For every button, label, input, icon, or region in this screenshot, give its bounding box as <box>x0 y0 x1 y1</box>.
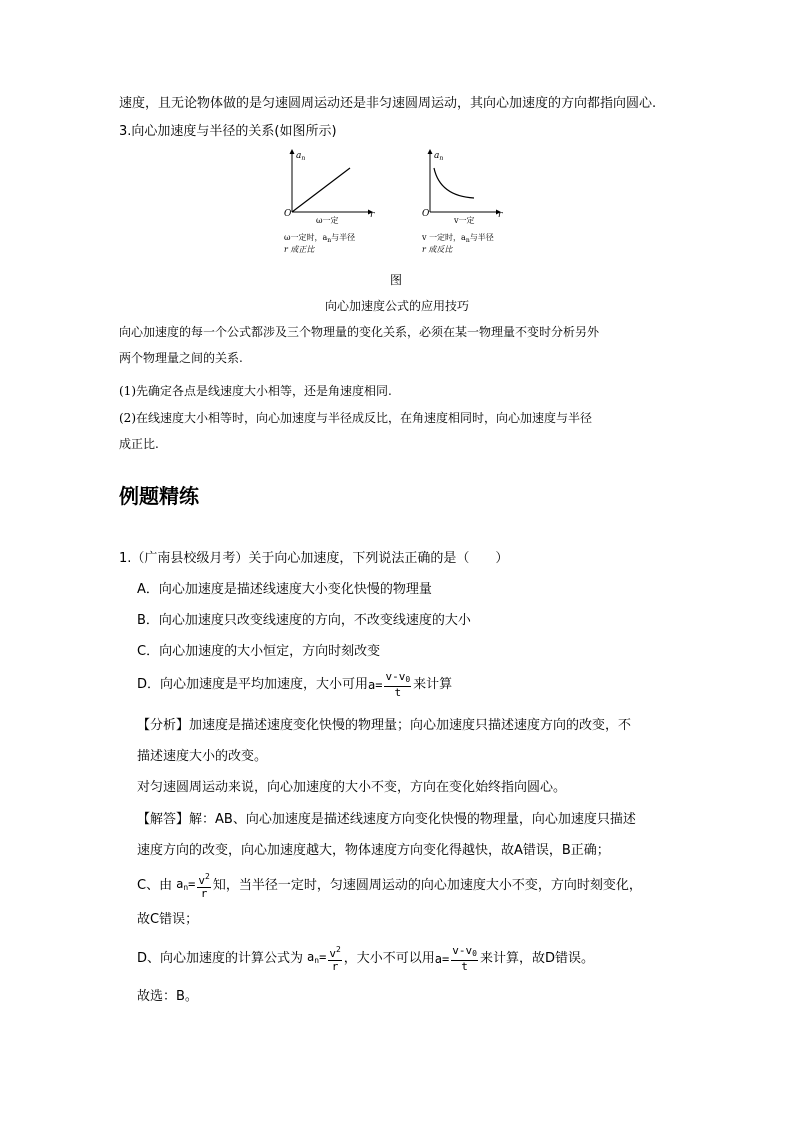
analysis-text-1: 加速度是描述速度变化快慢的物理量；向心加速度只描述速度方向的改变，不 <box>189 718 632 733</box>
analysis-tag: 【分析】 <box>137 718 190 733</box>
solution-c-post: 知，当半径一定时，匀速圆周运动的向心加速度大小不变，方向时刻变化， <box>212 877 642 893</box>
solution-d-numerator: $v^2$ <box>329 945 341 960</box>
solution-tag: 【解答】 <box>137 812 190 827</box>
solution-c-pre: C、由 <box>137 877 173 893</box>
solution-d-denominator-2: t <box>461 959 468 973</box>
solution-line-1 <box>137 812 636 828</box>
left-xlabel: r <box>370 210 375 220</box>
tips-item-2-line-1: (2)在线速度大小相等时，向心加速度与半径成反比，在角速度相同时，向心加速度与半径 <box>119 411 593 425</box>
question-stem: 1.（广南县校级月考）关于向心加速度，下列说法正确的是（ ） <box>119 551 509 566</box>
solution-c-denominator: r <box>200 887 208 900</box>
solution-c-line <box>137 871 642 900</box>
option-b: B．向心加速度只改变线速度的方向，不改变线速度的大小 <box>137 613 471 628</box>
graph-proportional <box>284 149 375 254</box>
option-d-post: 来计算 <box>413 677 453 692</box>
final-answer: 故选：B。 <box>137 989 198 1004</box>
left-axis-caption: ω一定 <box>316 216 339 225</box>
option-a: A．向心加速度是描述线速度大小变化快慢的物理量 <box>137 582 432 597</box>
option-d-fraction <box>384 671 411 699</box>
solution-d-post: 来计算，故D错误。 <box>479 950 594 966</box>
left-y-arrow-icon <box>290 149 295 154</box>
right-origin: O <box>422 209 430 219</box>
solution-line-2: 速度方向的改变，向心加速度越大，物体速度方向变化得越快，故A错误，B正确； <box>137 843 610 858</box>
radius-relation-figure <box>278 146 518 266</box>
section-heading: 例题精练 <box>119 484 199 508</box>
option-d-text: D．向心加速度是平均加速度，大小可用 <box>137 677 369 692</box>
intro-line-1: 速度，且无论物体做的是匀速圆周运动还是非匀速圆周运动，其向心加速度的方向都指向圆心. <box>119 96 657 111</box>
option-d-numerator: $v-v_0$ <box>384 671 411 687</box>
option-c: C．向心加速度的大小恒定，方向时刻改变 <box>137 644 381 659</box>
left-origin: O <box>284 209 292 219</box>
solution-d-lhs: $a_n=$ <box>307 949 327 965</box>
solution-d-fraction-2 <box>451 945 478 973</box>
solution-c-line-2: 故C错误； <box>137 912 199 927</box>
tips-title: 向心加速度公式的应用技巧 <box>324 299 469 313</box>
tips-item-1: (1)先确定各点是线速度大小相等，还是角速度相同. <box>119 384 392 398</box>
right-y-arrow-icon <box>428 149 433 154</box>
solution-d-mid: ，大小不可以用 <box>343 950 435 966</box>
solution-d-lhs-2: a= <box>434 951 450 966</box>
right-axis-caption: v一定 <box>454 216 475 225</box>
solution-c-fraction <box>197 871 210 900</box>
left-ylabel: $a_n$ <box>296 151 306 162</box>
intro-line-2: 3.向心加速度与半径的关系(如图所示) <box>119 124 337 139</box>
solution-text-1: 解：AB、向心加速度是描述线速度方向变化快慢的物理量，向心加速度只描述 <box>189 812 636 827</box>
left-desc-line-1: ω一定时，$a_n$与半径 <box>284 233 356 244</box>
left-curve-line <box>292 168 350 212</box>
figure-caption: 图 <box>390 273 403 287</box>
solution-d-denominator: r <box>331 960 339 973</box>
graph-inverse <box>421 149 503 254</box>
solution-c-numerator: $v^2$ <box>198 872 210 887</box>
right-ylabel: $a_n$ <box>434 151 444 162</box>
solution-d-numerator-2: $v-v_0$ <box>451 945 478 961</box>
solution-d-line <box>137 944 594 973</box>
analysis-line-2: 描述速度大小的改变。 <box>137 749 268 764</box>
tips-item-2-line-2: 成正比. <box>119 437 159 451</box>
option-d-lhs: a= <box>368 678 383 692</box>
left-desc-line-2: r 成正比 <box>284 245 315 254</box>
figure-svg <box>278 146 518 266</box>
right-desc-line-2: r 成反比 <box>422 245 453 254</box>
analysis-line-3: 对匀速圆周运动来说，向心加速度的大小不变，方向在变化始终指向圆心。 <box>137 780 567 795</box>
option-d <box>137 671 452 699</box>
option-d-denominator: t <box>394 686 402 699</box>
analysis-line-1 <box>137 718 631 734</box>
solution-c-lhs: $a_n=$ <box>176 876 196 892</box>
solution-d-fraction <box>328 944 341 973</box>
right-desc-line-1: v 一定时，$a_n$与半径 <box>422 233 494 244</box>
right-curve <box>434 168 474 198</box>
tips-para-line-2: 两个物理量之间的关系. <box>119 351 243 365</box>
right-xlabel: r <box>498 210 503 220</box>
tips-para-line-1: 向心加速度的每一个公式都涉及三个物理量的变化关系，必须在某一物理量不变时分析另外 <box>119 325 600 339</box>
solution-d-pre: D、向心加速度的计算公式为 <box>137 950 304 966</box>
